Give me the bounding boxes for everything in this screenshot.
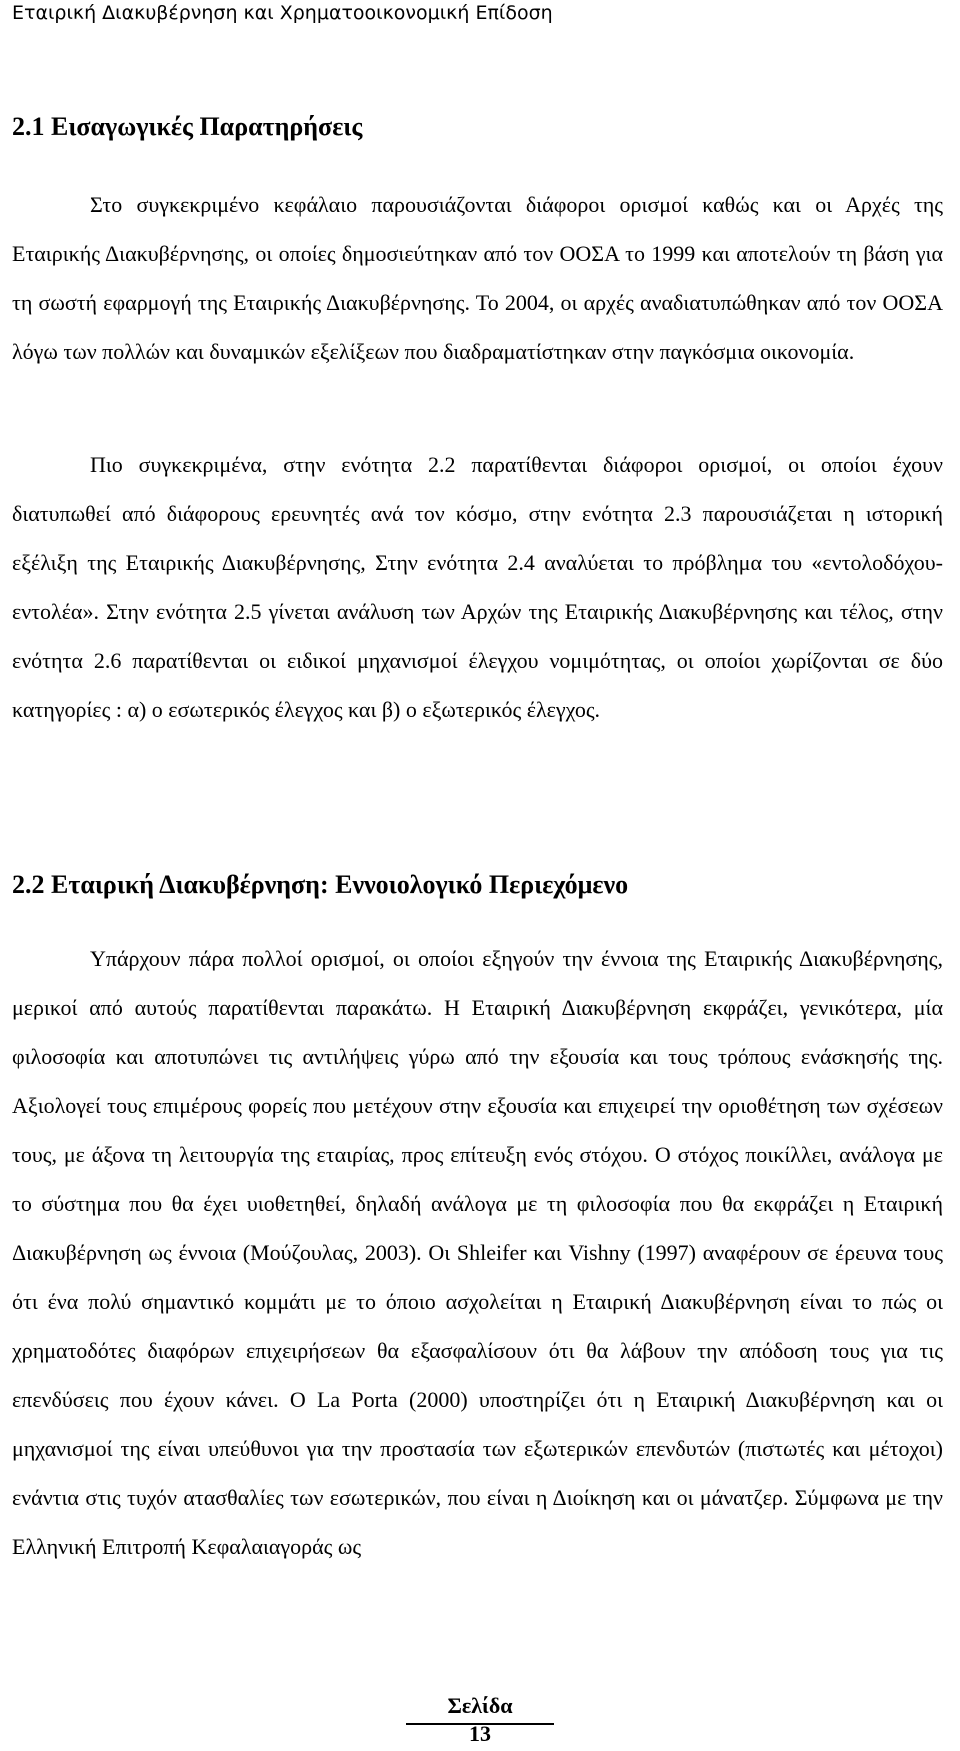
page-label: Σελίδα <box>447 1693 513 1718</box>
section-heading-2-2: 2.2 Εταιρική Διακυβέρνηση: Εννοιολογικό Περιεχόμενο <box>12 870 629 899</box>
page-number: 13 <box>469 1721 491 1746</box>
paragraph-intro-2: Πιο συγκεκριμένα, στην ενότητα 2.2 παρατίθενται διάφοροι ορισμοί, οι οποίοι έχουν διατυπωθεί από διάφορους ερευνητές ανά τον κόσμο, στην ενότητα 2.3 παρουσιάζεται η ιστορική εξέλιξη της Εταιρικής Διακυβέρνησης, Στην ενότητα 2.4 αναλύεται το πρόβλημα του «εντολοδόχου- εντολέα». Στην ενότητα 2.5 γίνεται ανάλυση των Αρχών της Εταιρικής Διακυβέρνησης και τέλος, στην ενότητα 2.6 παρατίθενται οι ειδικοί μηχανισμοί έλεγχου νομιμότητας, οι οποίοι χωρίζονται σε δύο κατηγορίες : α) ο εσωτερικός έλεγχος και β) ο εξωτερικός έλεγχος. <box>12 452 943 722</box>
paragraph-intro-1: Στο συγκεκριμένο κεφάλαιο παρουσιάζονται διάφοροι ορισμοί καθώς και οι Αρχές της Εταιρικής Διακυβέρνησης, οι οποίες δημοσιεύτηκαν από τον ΟΟΣΑ το 1999 και αποτελούν τη βάση για τη σωστή εφαρμογή της Εταιρικής Διακυβέρνησης. Το 2004, οι αρχές αναδιατυπώθηκαν από τον ΟΟΣΑ λόγω των πολλών και δυναμικών εξελίξεων που διαδραματίστηκαν στην παγκόσμια οικονομία. <box>12 192 943 364</box>
footer-divider <box>406 1723 554 1725</box>
running-header: Εταιρική Διακυβέρνηση και Χρηματοοικονομική Επίδοση <box>12 2 553 24</box>
page-footer <box>406 1692 554 1748</box>
section-heading-2-1: 2.1 Εισαγωγικές Παρατηρήσεις <box>12 112 363 141</box>
paragraph-definitions: Υπάρχουν πάρα πολλοί ορισμοί, οι οποίοι εξηγούν την έννοια της Εταιρικής Διακυβέρνησης, μερικοί από αυτούς παρατίθενται παρακάτω. Η Εταιρική Διακυβέρνηση εκφράζει, γενικότερα, μία φιλοσοφία και αποτυπώνει τις αντιλήψεις γύρω από την εξουσία και τους τρόπους ενάσκησής της. Αξιολογεί τους επιμέρους φορείς που μετέχουν στην εξουσία και επιχειρεί την οριοθέτηση των σχέσεων τους, με άξονα τη λειτουργία της εταιρίας, προς επίτευξη ενός στόχου. Ο στόχος ποικίλλει, ανάλογα με το σύστημα που θα έχει υιοθετηθεί, δηλαδή ανάλογα με τη φιλοσοφία που θα εκφράζει η Εταιρική Διακυβέρνηση ως έννοια (Μούζουλας, 2003). Οι Shleifer και Vishny (1997) αναφέρουν σε έρευνα τους ότι ένα πολύ σημαντικό κομμάτι με το όποιο ασχολείται η Εταιρική Διακυβέρνηση είναι το πώς οι χρηματοδότες διαφόρων επιχειρήσεων θα εξασφαλίσουν ότι θα λάβουν την απόδοση τους για τις επενδύσεις που έχουν κάνει. Ο La Porta (2000) υποστηρίζει ότι η Εταιρική Διακυβέρνηση και οι μηχανισμοί της είναι υπεύθυνοι για την προστασία των εξωτερικών επενδυτών (πιστωτές και μέτοχοι) ενάντια στις τυχόν ατασθαλίες των εσωτερικών, που είναι η Διοίκηση και οι μάνατζερ. Σύμφωνα με την Ελληνική Επιτροπή Κεφαλαιαγοράς ως <box>12 946 943 1559</box>
